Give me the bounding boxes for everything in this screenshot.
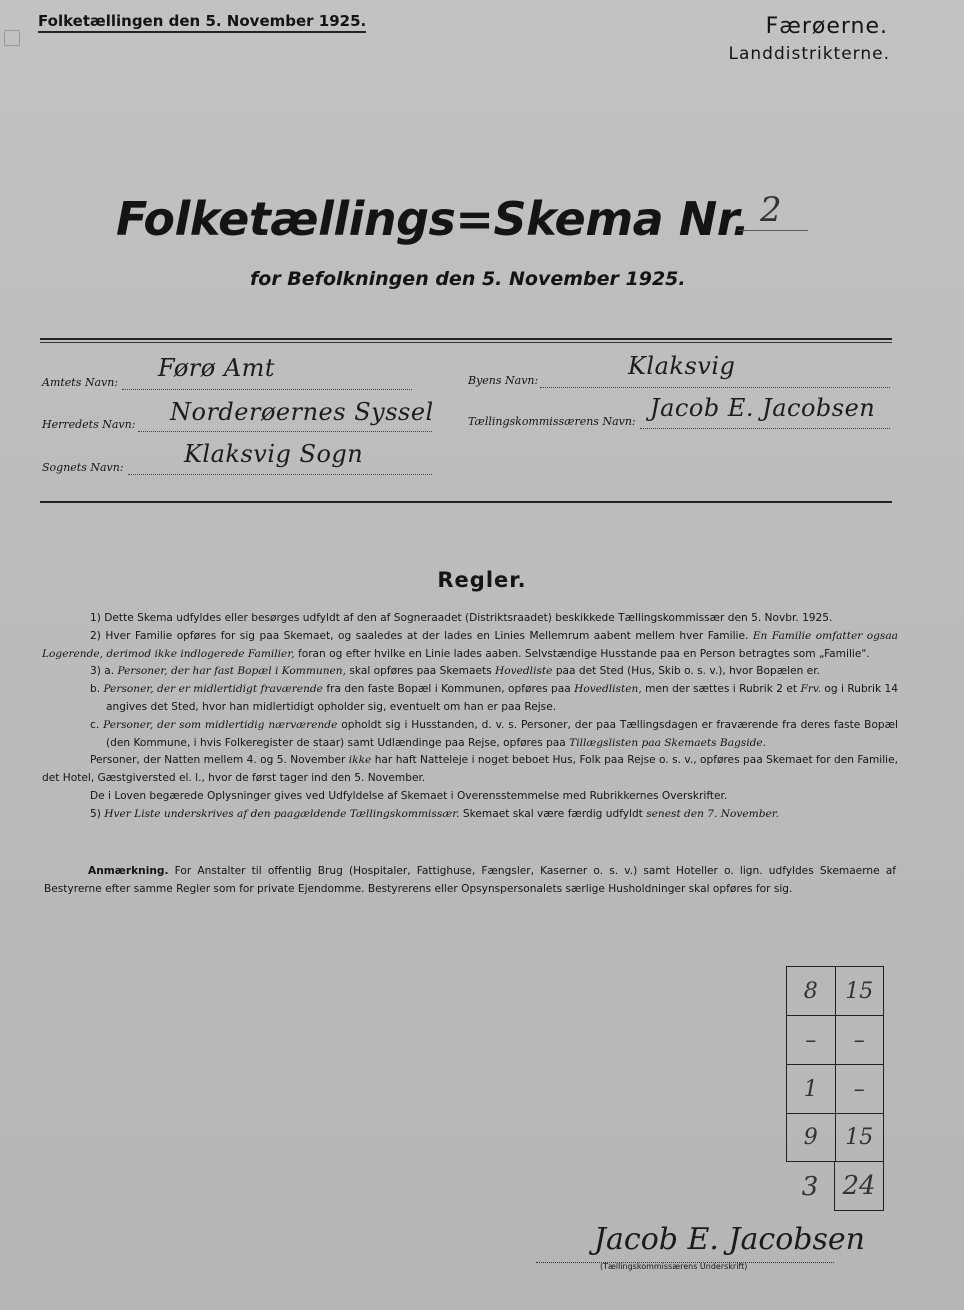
form-title: Folketællings=Skema Nr. — [116, 192, 750, 246]
rule-3a: 3) a. Personer, der har fast Bopæl i Kommunen, skal opføres paa Skemaets Hovedliste paa det Sted (Hus, Skib o. s. v.), hvor Bopælen er. — [90, 665, 820, 678]
sogn-label: Sognets Navn: — [42, 461, 124, 474]
rules-heading: Regler. — [437, 568, 527, 592]
remark-label: Anmærkning. — [88, 865, 169, 877]
tally-cell: 15 — [835, 1113, 885, 1162]
kommissaer-value-handwritten: Jacob E. Jacobsen — [650, 394, 876, 422]
form-number-handwritten: 2 — [760, 190, 782, 230]
tally-row — [786, 1064, 884, 1113]
tally-row — [786, 1015, 884, 1064]
amt-line — [122, 389, 412, 390]
tally-cell: – — [835, 1015, 885, 1064]
herred-line — [138, 431, 432, 432]
form-number-line — [738, 230, 808, 231]
tally-total-row — [786, 1162, 884, 1211]
rule-3b: b. Personer, der er midlertidigt fraværende fra den faste Bopæl i Kommunen, opføres paa Hovedlisten, men der sættes i Rubrik 2 et Frv. og i Rubrik 14 angives det Sted, hvor han midlertidigt opholder sig, eventuelt om han er paa Rejse. — [90, 683, 898, 713]
rule-3c: c. Personer, der som midlertidig nærværende opholdt sig i Husstanden, d. v. s. Personer, der paa Tællingsdagen er fraværende fra deres faste Bopæl (den Kommune, i hvis Folkeregister de staar) samt Udlændinge paa Rejse, opføres paa Tillægslisten paa Skemaets Bagside. — [90, 718, 898, 749]
page-edge-mark — [4, 30, 20, 46]
rule-1: 1) Dette Skema udfyldes eller besørges udfyldt af den af Sogneraadet (Distriktsraadet) beskikkede Tællingskommissær den 5. Novbr. 1925. — [90, 612, 833, 624]
by-value-handwritten: Klaksvig — [628, 352, 736, 380]
tally-total-cell: 3 — [801, 1171, 819, 1202]
rule-2: 2) Hver Familie opføres for sig paa Skemaet, og saaledes at der lades en Linies Mellemrum aabent mellem hver Familie. En Familie omfatter ogsaa Logerende, derimod ikke indlogerede Familier, foran og efter hvilke en Linie lades aaben. Selvstændige Husstande paa en Person betragtes som „Familie". — [42, 629, 898, 660]
tally-table — [786, 966, 884, 1211]
tally-cell: – — [835, 1064, 885, 1113]
tally-cell: 15 — [835, 966, 885, 1015]
kommissaer-label: Tællingskommissærens Navn: — [468, 415, 636, 428]
sogn-value-handwritten: Klaksvig Sogn — [184, 440, 364, 468]
tally-row — [786, 966, 884, 1015]
by-label: Byens Navn: — [468, 374, 539, 387]
tally-cell: 8 — [786, 966, 835, 1015]
herred-value-handwritten: Norderøernes Syssel — [170, 398, 434, 426]
sogn-line — [128, 474, 432, 475]
kommissaer-line — [640, 428, 890, 429]
rules-text — [42, 610, 898, 824]
census-date-header: Folketællingen den 5. November 1925. — [38, 12, 366, 33]
tally-row — [786, 1113, 884, 1162]
signature-handwritten: Jacob E. Jacobsen — [594, 1222, 865, 1257]
rule-3d: Personer, der Natten mellem 4. og 5. November ikke har haft Natteleje i noget beboet Hus, Folk paa Rejse o. s. v., opføres paa Skemaet for den Familie, det Hotel, Gæstgiversted el. l., hvor de først tager ind den 5. November. — [42, 754, 899, 785]
remark-note — [44, 862, 896, 898]
tally-cell: 9 — [786, 1113, 835, 1162]
rule-5: 5) Hver Liste underskrives af den paagældende Tællingskommissær. Skemaet skal være færdig udfyldt senest den 7. November. — [90, 807, 780, 820]
tally-total-cell: 24 — [834, 1162, 884, 1211]
district-type-header: Landdistrikterne. — [728, 44, 890, 64]
by-line — [540, 387, 890, 388]
tally-cell: 1 — [786, 1064, 835, 1113]
top-rule — [40, 338, 892, 340]
region-header: Færøerne. — [765, 14, 888, 39]
amt-value-handwritten: Førø Amt — [158, 354, 276, 382]
bottom-rule — [40, 501, 892, 503]
tally-cell: – — [786, 1015, 835, 1064]
remark-text: For Anstalter til offentlig Brug (Hospitaler, Fattighuse, Fængsler, Kaserner o. s. v.) samt Hoteller o. lign. udfyldes Skemaerne af Bestyrerne efter samme Regler som for private Ejendomme. Bestyrerens eller Opsynspersonalets særlige Husholdninger skal opføres for sig. — [44, 865, 896, 895]
signature-label: (Tællingskommissærens Underskrift) — [600, 1262, 748, 1271]
rule-4: De i Loven begærede Oplysninger gives ved Udfyldelse af Skemaet i Overensstemmelse med Rubrikkernes Overskrifter. — [90, 789, 728, 802]
form-subtitle: for Befolkningen den 5. November 1925. — [250, 268, 686, 290]
top-rule-thin — [40, 342, 892, 343]
herred-label: Herredets Navn: — [42, 418, 136, 431]
amt-label: Amtets Navn: — [42, 376, 119, 389]
